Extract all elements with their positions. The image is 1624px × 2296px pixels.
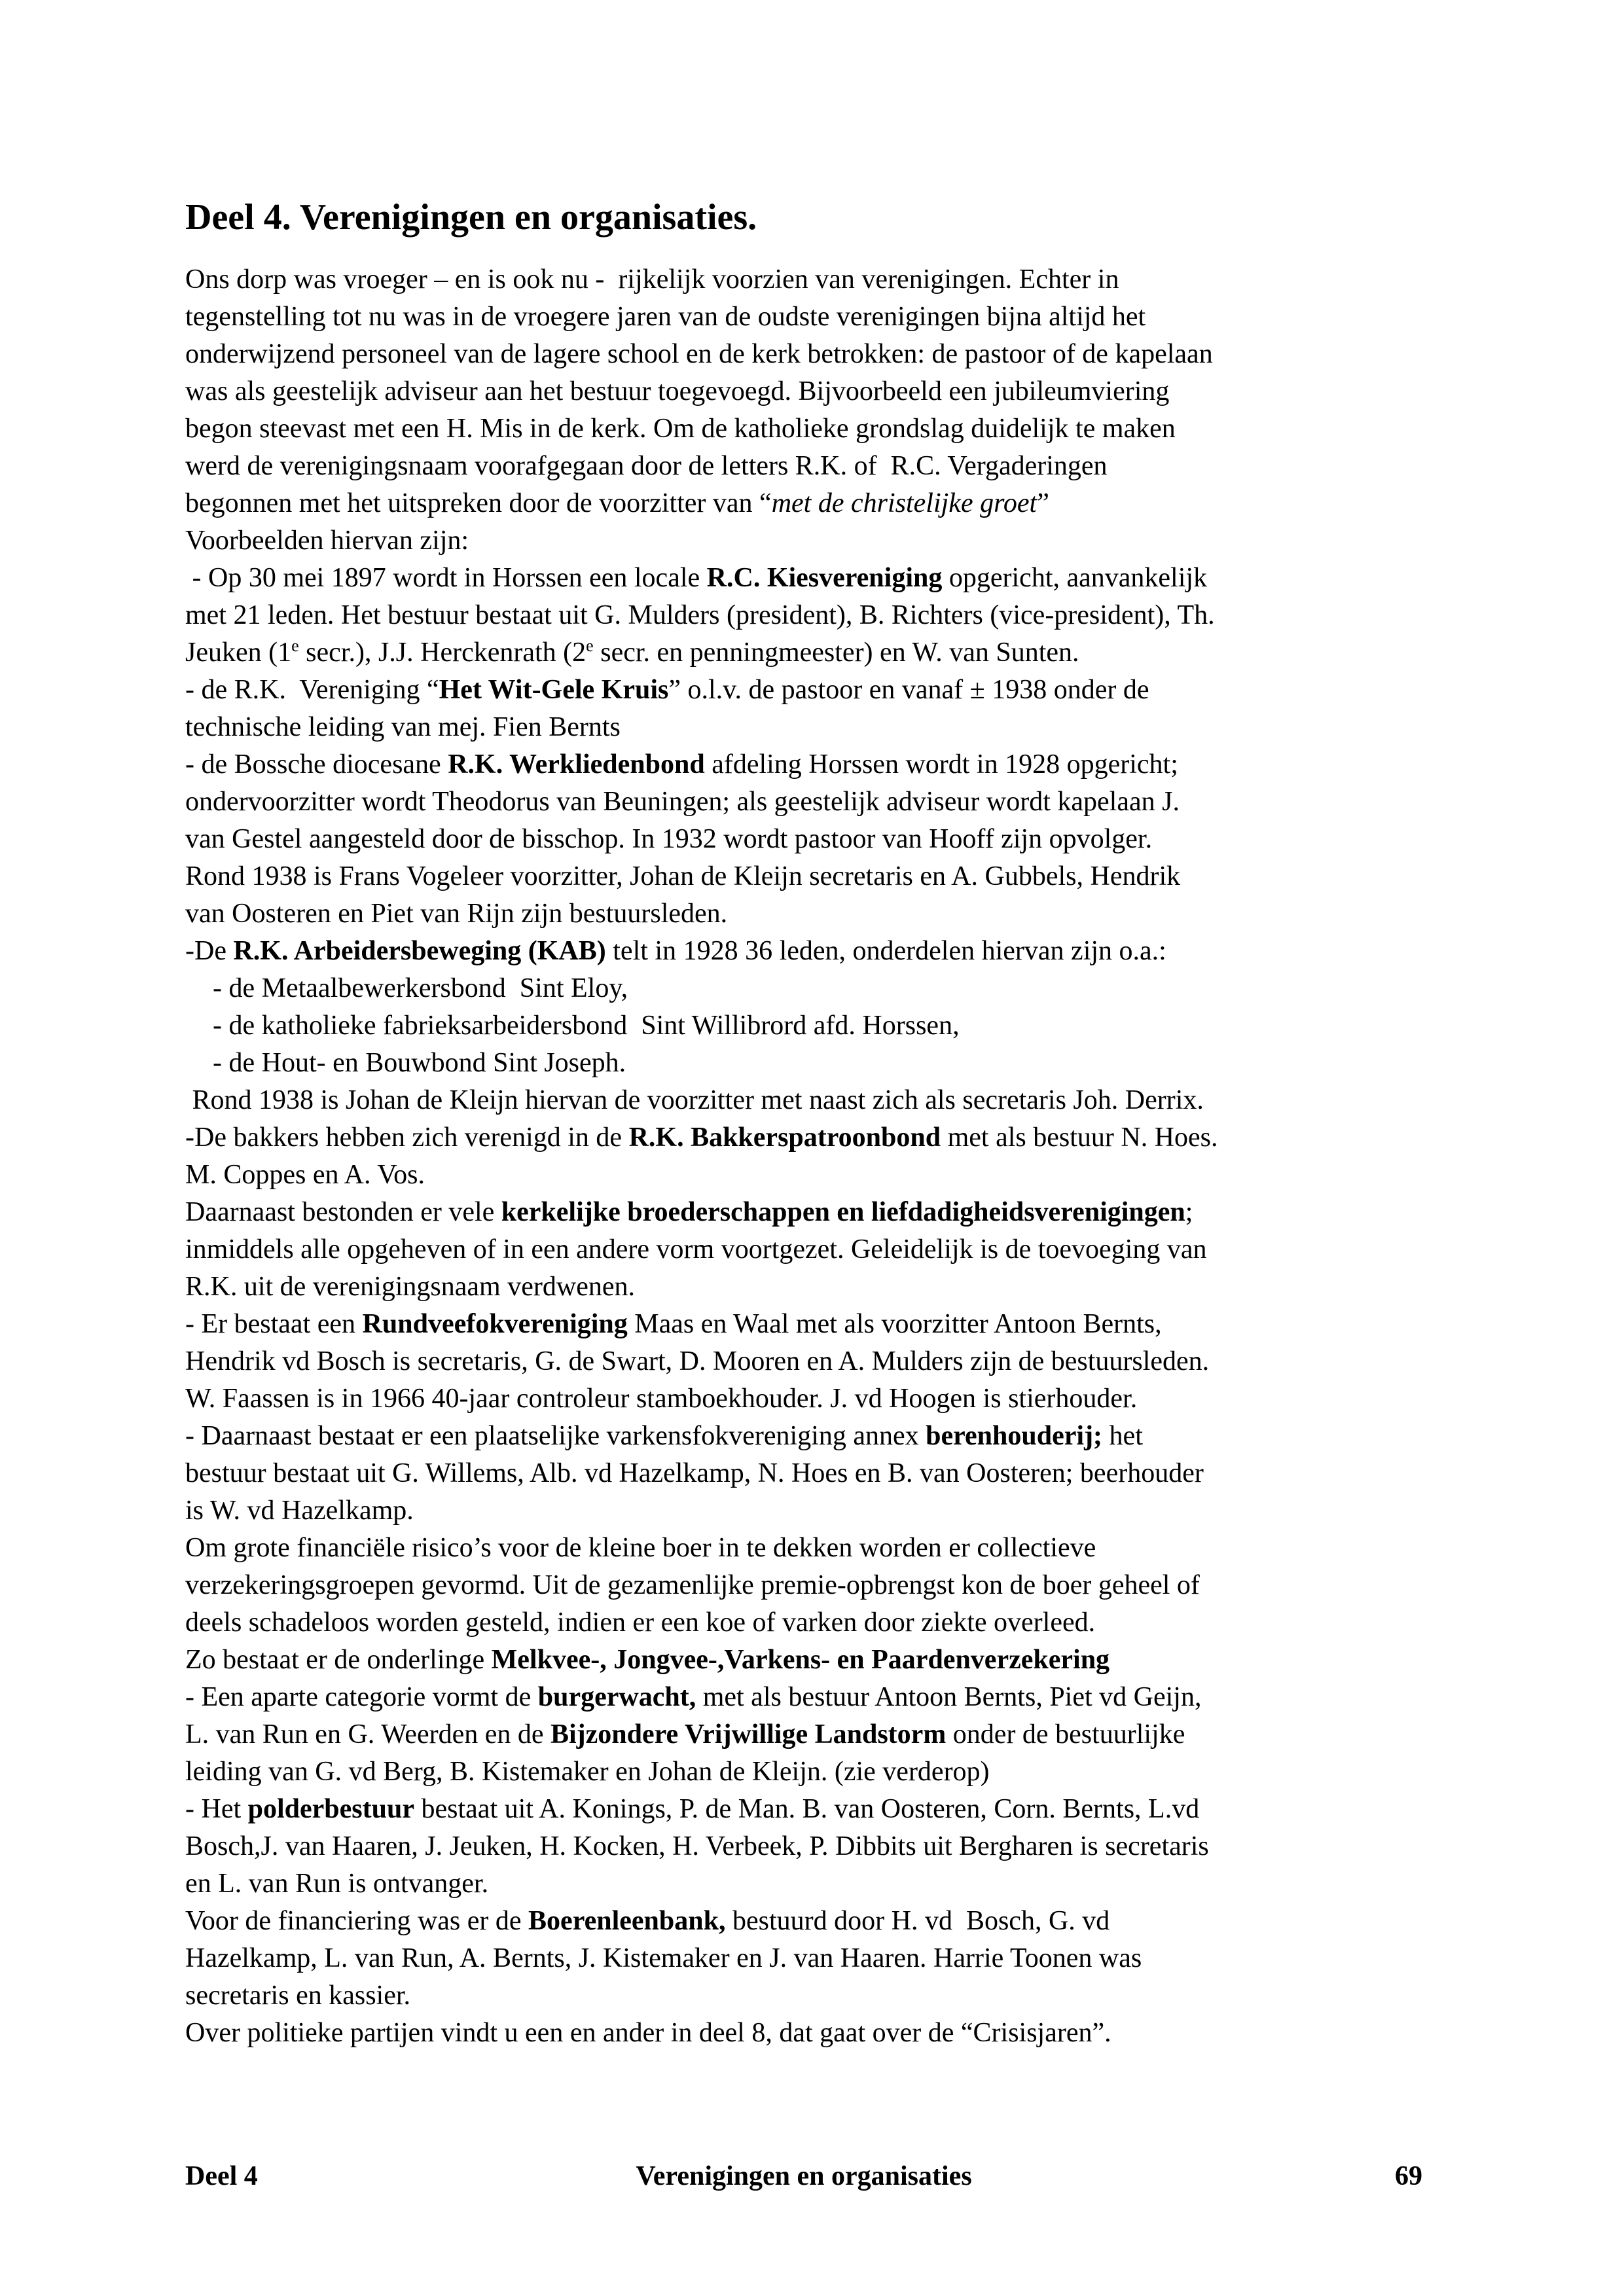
text-run: - Het [185, 1794, 248, 1824]
text-line [185, 373, 1218, 410]
text-run: M. Coppes en A. Vos. [185, 1160, 425, 1190]
text-run: Rond 1938 is Frans Vogeleer voorzitter, Johan de Kleijn secretaris en A. Gubbels, Hendrik [185, 861, 1181, 891]
text-run: - de katholieke fabrieksarbeidersbond Sint Willibrord afd. Horssen, [185, 1011, 960, 1041]
text-line [185, 1157, 1218, 1194]
text-run: - Op 30 mei 1897 wordt in Horssen een locale [185, 563, 707, 593]
text-line [185, 672, 1218, 709]
text-run: - de Hout- en Bouwbond Sint Joseph. [185, 1048, 626, 1078]
text-line [185, 1530, 1218, 1567]
text-line [185, 560, 1218, 597]
text-run: Jeuken (1 [185, 637, 292, 668]
text-line [185, 1977, 1218, 2015]
text-line [185, 1604, 1218, 1641]
text-run: - de Bossche diocesane [185, 749, 448, 780]
text-line [185, 597, 1218, 634]
superscript-text-run: e [586, 636, 594, 655]
emphasized-text-run: R.K. Werkliedenbond [448, 749, 705, 780]
emphasized-text-run: met de christelijke groet [771, 488, 1038, 518]
text-line [185, 1380, 1218, 1418]
text-line [185, 783, 1218, 821]
text-line [185, 1045, 1218, 1082]
text-line [185, 1903, 1218, 1940]
emphasized-text-run: R.K. Bakkerspatroonbond [628, 1122, 941, 1153]
text-run: werd de verenigingsnaam voorafgegaan door de letters R.K. of R.C. Vergaderingen [185, 451, 1108, 481]
emphasized-text-run: Boerenleenbank, [528, 1906, 726, 1936]
text-run: was als geestelijk adviseur aan het bestuur toegevoegd. Bijvoorbeeld een jubileumviering [185, 376, 1170, 406]
text-line [185, 1567, 1218, 1604]
text-line [185, 1492, 1218, 1530]
text-run: van Oosteren en Piet van Rijn zijn bestuursleden. [185, 899, 728, 929]
text-run: Over politieke partijen vindt u een en ander in deel 8, dat gaat over de “Crisisjaren”. [185, 2018, 1111, 2048]
text-run: bestuur bestaat uit G. Willems, Alb. vd Hazelkamp, N. Hoes en B. van Oosteren; beerhouder [185, 1458, 1204, 1488]
text-run: begon steevast met een H. Mis in de kerk. Om de katholieke grondslag duidelijk te maken [185, 414, 1176, 444]
text-line [185, 933, 1218, 970]
text-run: bestuurd door H. vd Bosch, G. vd [725, 1906, 1110, 1936]
text-run: inmiddels alle opgeheven of in een andere vorm voortgezet. Geleidelijk is de toevoeging van [185, 1234, 1207, 1265]
text-run: Daarnaast bestonden er vele [185, 1197, 501, 1227]
footer-page-number: 69 [1395, 2161, 1422, 2191]
emphasized-text-run: burgerwacht, [537, 1682, 696, 1712]
text-line [185, 2015, 1218, 2052]
text-run: - Daarnaast bestaat er een plaatselijke varkensfokvereniging annex [185, 1421, 926, 1451]
text-run: Maas en Waal met als voorzitter Antoon Bernts, [627, 1309, 1162, 1339]
text-run: onder de bestuurlijke [946, 1719, 1185, 1749]
text-line [185, 895, 1218, 933]
text-run: leiding van G. vd Berg, B. Kistemaker en Johan de Kleijn. (zie verderop) [185, 1757, 990, 1787]
text-line [185, 1716, 1218, 1753]
emphasized-text-run: R.K. Arbeidersbeweging (KAB) [233, 936, 606, 966]
text-run: ” o.l.v. de pastoor en vanaf ± 1938 onder de [668, 675, 1149, 705]
text-run: ” [1037, 488, 1049, 518]
text-run: secretaris en kassier. [185, 1981, 411, 2011]
text-run: en L. van Run is ontvanger. [185, 1869, 489, 1899]
text-line [185, 1194, 1218, 1231]
text-line [185, 858, 1218, 895]
text-line [185, 1343, 1218, 1380]
emphasized-text-run: Melkvee-, Jongvee-,Varkens- en Paardenverzekering [491, 1645, 1110, 1675]
text-line [185, 1418, 1218, 1455]
text-run: - Er bestaat een [185, 1309, 363, 1339]
text-run: L. van Run en G. Weerden en de [185, 1719, 550, 1749]
text-run: met als bestuur Antoon Bernts, Piet vd Geijn, [696, 1682, 1202, 1712]
text-line [185, 410, 1218, 448]
text-line [185, 261, 1218, 298]
text-line [185, 1828, 1218, 1865]
text-run: Ons dorp was vroeger – en is ook nu - rijkelijk voorzien van verenigingen. Echter in [185, 264, 1119, 295]
emphasized-text-run: berenhouderij; [926, 1421, 1103, 1451]
text-run: - de R.K. Vereniging “ [185, 675, 439, 705]
text-line [185, 448, 1218, 485]
emphasized-text-run: Bijzondere Vrijwillige Landstorm [550, 1719, 947, 1749]
text-line [185, 1231, 1218, 1268]
text-line [185, 1679, 1218, 1716]
text-run: is W. vd Hazelkamp. [185, 1496, 414, 1526]
text-run: met 21 leden. Het bestuur bestaat uit G. Mulders (president), B. Richters (vice-president), Th. [185, 600, 1215, 630]
text-line [185, 709, 1218, 746]
text-run: van Gestel aangesteld door de bisschop. In 1932 wordt pastoor van Hooff zijn opvolger. [185, 824, 1153, 854]
superscript-text-run: e [291, 636, 299, 655]
text-line [185, 1791, 1218, 1828]
text-line [185, 1268, 1218, 1306]
emphasized-text-run: kerkelijke broederschappen en liefdadigheidsverenigingen [501, 1197, 1185, 1227]
text-run: secr.), J.J. Herckenrath (2 [298, 637, 586, 668]
text-run: Bosch,J. van Haaren, J. Jeuken, H. Kocken, H. Verbeek, P. Dibbits uit Bergharen is secretaris [185, 1831, 1209, 1861]
text-line [185, 522, 1218, 560]
text-run: Zo bestaat er de onderlinge [185, 1645, 492, 1675]
text-run: deels schadeloos worden gesteld, indien er een koe of varken door ziekte overleed. [185, 1607, 1096, 1638]
text-run: Voor de financiering was er de [185, 1906, 529, 1936]
text-line [185, 746, 1218, 783]
emphasized-text-run: R.C. Kiesvereniging [706, 563, 943, 593]
text-run: -De bakkers hebben zich verenigd in de [185, 1122, 629, 1153]
text-run: ; [1185, 1197, 1193, 1227]
text-run: onderwijzend personeel van de lagere school en de kerk betrokken: de pastoor of de kapelaan [185, 339, 1213, 369]
text-run: Hendrik vd Bosch is secretaris, G. de Swart, D. Mooren en A. Mulders zijn de bestuursleden. [185, 1346, 1210, 1376]
text-run: afdeling Horssen wordt in 1928 opgericht; [704, 749, 1178, 780]
text-run: - Een aparte categorie vormt de [185, 1682, 538, 1712]
emphasized-text-run: Het Wit-Gele Kruis [439, 675, 669, 705]
text-run: het [1102, 1421, 1143, 1451]
text-run: technische leiding van mej. Fien Bernts [185, 712, 621, 742]
body-text [185, 261, 1218, 2052]
text-line [185, 634, 1218, 672]
text-run: ondervoorzitter wordt Theodorus van Beuningen; als geestelijk adviseur wordt kapelaan J. [185, 787, 1180, 817]
text-line [185, 485, 1218, 522]
text-run: - de Metaalbewerkersbond Sint Eloy, [185, 973, 628, 1003]
footer-section-label: Deel 4 [185, 2161, 258, 2191]
text-run: opgericht, aanvankelijk [942, 563, 1208, 593]
text-line [185, 1641, 1218, 1679]
text-run: verzekeringsgroepen gevormd. Uit de gezamenlijke premie-opbrengst kon de boer geheel of [185, 1570, 1200, 1600]
text-line [185, 1082, 1218, 1119]
text-run: secr. en penningmeester) en W. van Sunten. [593, 637, 1079, 668]
text-run: telt in 1928 36 leden, onderdelen hiervan zijn o.a.: [605, 936, 1166, 966]
text-run: tegenstelling tot nu was in de vroegere jaren van de oudste verenigingen bijna altijd het [185, 302, 1146, 332]
text-run: R.K. uit de verenigingsnaam verdwenen. [185, 1272, 635, 1302]
text-line [185, 1753, 1218, 1791]
text-run: -De [185, 936, 234, 966]
page-title: Deel 4. Verenigingen en organisaties. [185, 197, 757, 238]
text-run: Hazelkamp, L. van Run, A. Bernts, J. Kistemaker en J. van Haaren. Harrie Toonen was [185, 1943, 1142, 1973]
text-run: Rond 1938 is Johan de Kleijn hiervan de voorzitter met naast zich als secretaris Joh. Derrix. [185, 1085, 1204, 1115]
text-run: begonnen met het uitspreken door de voorzitter van “ [185, 488, 772, 518]
text-line [185, 1865, 1218, 1903]
text-run: bestaat uit A. Konings, P. de Man. B. van Oosteren, Corn. Bernts, L.vd [414, 1794, 1200, 1824]
text-line [185, 970, 1218, 1007]
text-run: W. Faassen is in 1966 40-jaar controleur stamboekhouder. J. vd Hoogen is stierhouder. [185, 1384, 1138, 1414]
text-line [185, 1007, 1218, 1045]
emphasized-text-run: Rundveefokvereniging [362, 1309, 628, 1339]
page-footer [185, 2158, 1422, 2195]
text-line [185, 1455, 1218, 1492]
text-run: Voorbeelden hiervan zijn: [185, 526, 469, 556]
text-line [185, 1306, 1218, 1343]
text-line [185, 1119, 1218, 1157]
text-line [185, 821, 1218, 858]
text-run: met als bestuur N. Hoes. [941, 1122, 1218, 1153]
text-line [185, 1940, 1218, 1977]
text-line [185, 336, 1218, 373]
text-run: Om grote financiële risico’s voor de kleine boer in te dekken worden er collectieve [185, 1533, 1096, 1563]
footer-chapter-title: Verenigingen en organisaties [636, 2161, 972, 2191]
text-line [185, 298, 1218, 336]
emphasized-text-run: polderbestuur [247, 1794, 414, 1824]
